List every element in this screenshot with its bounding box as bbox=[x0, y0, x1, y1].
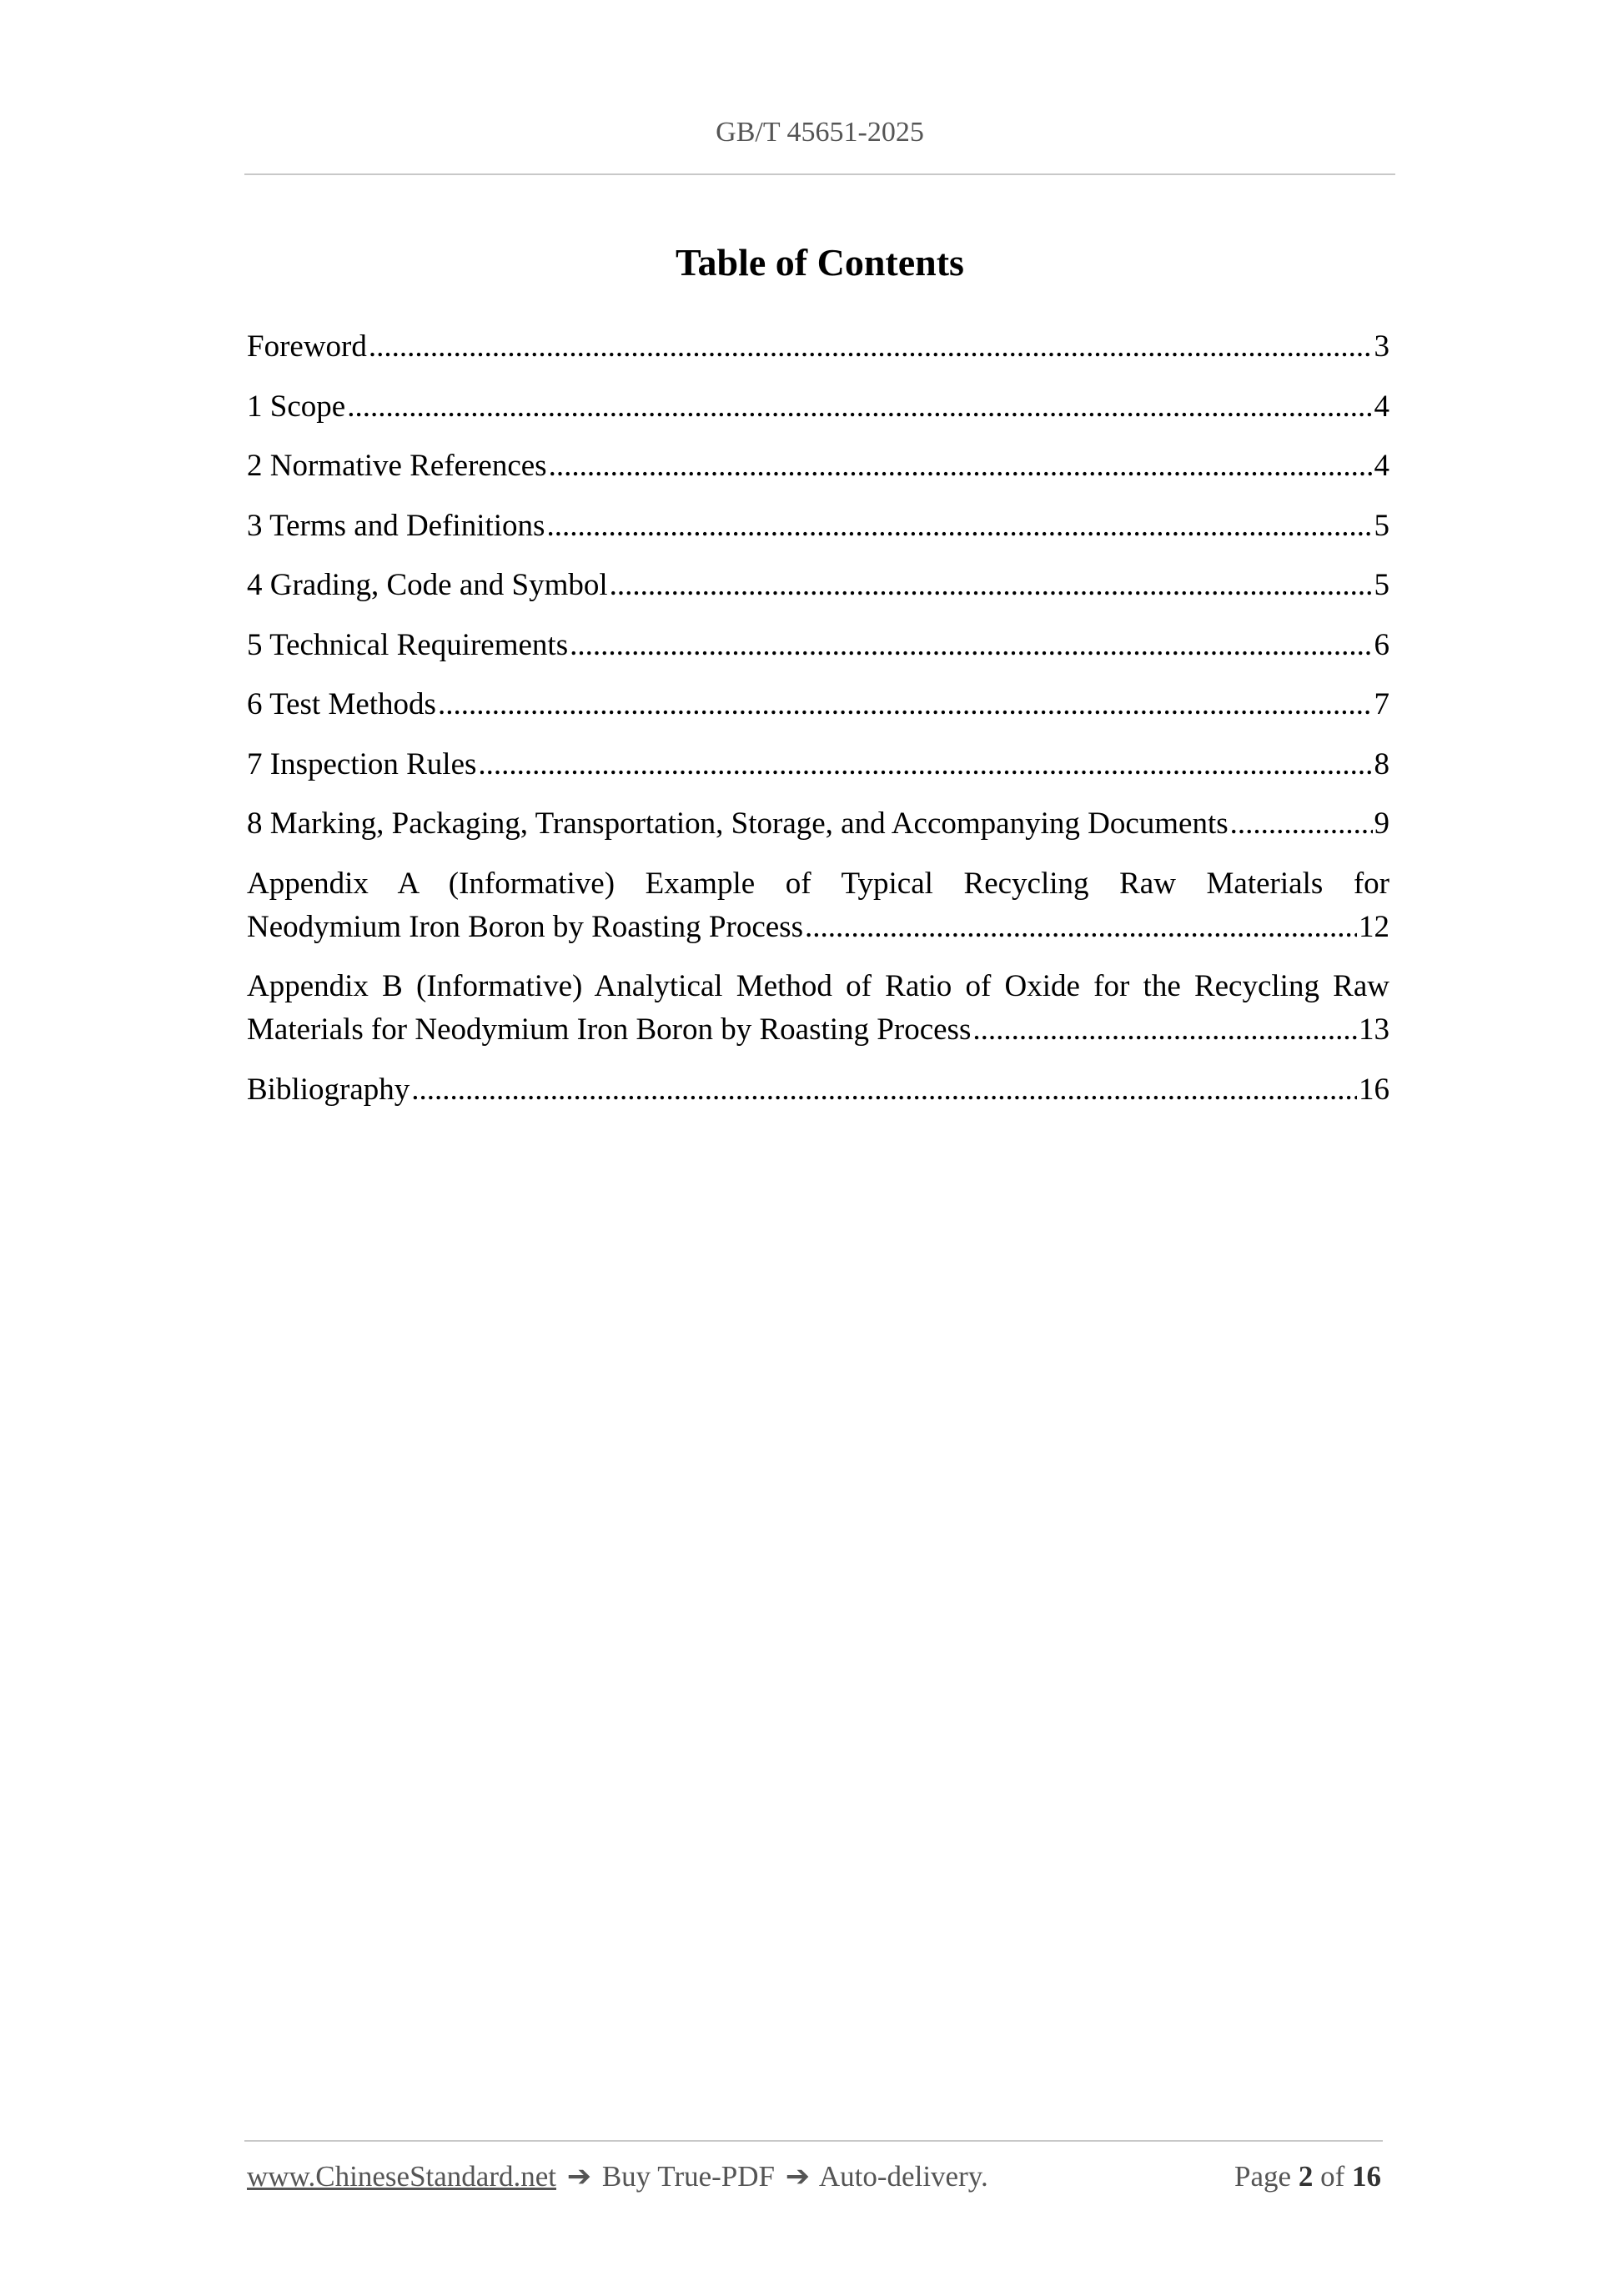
toc-entry-page: 16 bbox=[1359, 1072, 1389, 1107]
toc-entry-page: 8 bbox=[1374, 746, 1389, 781]
toc-entry-label-line1: Appendix B (Informative) Analytical Method of Ratio of Oxide for the Recycling Raw bbox=[247, 969, 1389, 1003]
toc-entry-label: 2 Normative References bbox=[247, 449, 547, 483]
toc-entry-label: 6 Test Methods bbox=[247, 687, 436, 721]
toc-entry-test-methods[interactable] bbox=[247, 683, 1389, 726]
toc-entry-technical-requirements[interactable] bbox=[247, 624, 1389, 667]
toc-entry-label-line1: Appendix A (Informative) Example of Typical Recycling Raw Materials for bbox=[247, 866, 1389, 901]
toc-leader-dots bbox=[972, 1008, 1357, 1052]
toc-entry-page: 4 bbox=[1374, 389, 1389, 424]
footer-divider bbox=[244, 2140, 1383, 2142]
current-page-number: 2 bbox=[1298, 2160, 1314, 2193]
toc-entry-page: 5 bbox=[1374, 568, 1389, 602]
toc-entry-label: 1 Scope bbox=[247, 389, 346, 424]
toc-entry-page: 3 bbox=[1374, 329, 1389, 364]
toc-entry-appendix-a[interactable] bbox=[247, 862, 1389, 949]
auto-delivery-text: Auto-delivery. bbox=[818, 2160, 988, 2193]
buy-true-pdf-text: Buy True-PDF bbox=[601, 2160, 775, 2193]
toc-entry-label: 7 Inspection Rules bbox=[247, 746, 477, 781]
toc-leader-dots bbox=[369, 325, 1373, 369]
toc-entry-page: 6 bbox=[1374, 627, 1389, 662]
toc-entry-page: 9 bbox=[1374, 806, 1389, 841]
toc-entry-foreword[interactable] bbox=[247, 325, 1389, 369]
document-header-code: GB/T 45651-2025 bbox=[716, 117, 924, 148]
toc-entry-page: 4 bbox=[1374, 449, 1389, 483]
toc-entry-label-line2: Materials for Neodymium Iron Boron by Roasting Process bbox=[247, 1012, 972, 1047]
toc-entry-page: 12 bbox=[1359, 909, 1389, 944]
toc-leader-dots bbox=[347, 385, 1372, 429]
toc-title: Table of Contents bbox=[676, 241, 964, 284]
toc-leader-dots bbox=[549, 445, 1373, 488]
site-link[interactable]: www.ChineseStandard.net bbox=[247, 2160, 556, 2193]
toc-leader-dots bbox=[570, 624, 1372, 667]
page-counter bbox=[1234, 2160, 1381, 2193]
toc-entry-scope[interactable] bbox=[247, 385, 1389, 429]
table-of-contents bbox=[247, 325, 1389, 1128]
toc-leader-dots bbox=[805, 906, 1357, 949]
toc-leader-dots bbox=[610, 564, 1373, 607]
toc-entry-marking-packaging[interactable] bbox=[247, 802, 1389, 846]
page-word: Page bbox=[1234, 2160, 1292, 2193]
toc-entry-page: 7 bbox=[1374, 687, 1389, 721]
total-page-number: 16 bbox=[1352, 2160, 1381, 2193]
toc-entry-label: Bibliography bbox=[247, 1072, 410, 1107]
toc-entry-label: 4 Grading, Code and Symbol bbox=[247, 568, 608, 602]
toc-entry-appendix-b[interactable] bbox=[247, 965, 1389, 1052]
of-word: of bbox=[1320, 2160, 1345, 2193]
toc-leader-dots bbox=[438, 683, 1373, 726]
toc-entry-label-line2: Neodymium Iron Boron by Roasting Process bbox=[247, 909, 803, 944]
toc-entry-label: Foreword bbox=[247, 329, 367, 364]
toc-entry-inspection-rules[interactable] bbox=[247, 743, 1389, 786]
toc-entry-label: 8 Marking, Packaging, Transportation, Storage, and Accompanying Documents bbox=[247, 806, 1229, 841]
toc-entry-page: 5 bbox=[1374, 508, 1389, 543]
toc-entry-terms-definitions[interactable] bbox=[247, 505, 1389, 548]
toc-leader-dots bbox=[478, 743, 1372, 786]
header-divider bbox=[244, 173, 1395, 175]
toc-leader-dots bbox=[546, 505, 1372, 548]
toc-entry-bibliography[interactable] bbox=[247, 1068, 1389, 1112]
toc-entry-grading-code-symbol[interactable] bbox=[247, 564, 1389, 607]
toc-leader-dots bbox=[1230, 802, 1373, 846]
footer-promo bbox=[247, 2160, 988, 2193]
arrow-right-icon: ➔ bbox=[566, 2160, 592, 2193]
toc-entry-line2 bbox=[247, 906, 1389, 949]
toc-entry-label: 3 Terms and Definitions bbox=[247, 508, 545, 543]
toc-entry-line2 bbox=[247, 1008, 1389, 1052]
toc-entry-page: 13 bbox=[1359, 1012, 1389, 1047]
toc-leader-dots bbox=[411, 1068, 1357, 1112]
arrow-right-icon: ➔ bbox=[785, 2160, 811, 2193]
toc-entry-normative-references[interactable] bbox=[247, 445, 1389, 488]
toc-entry-label: 5 Technical Requirements bbox=[247, 627, 569, 662]
